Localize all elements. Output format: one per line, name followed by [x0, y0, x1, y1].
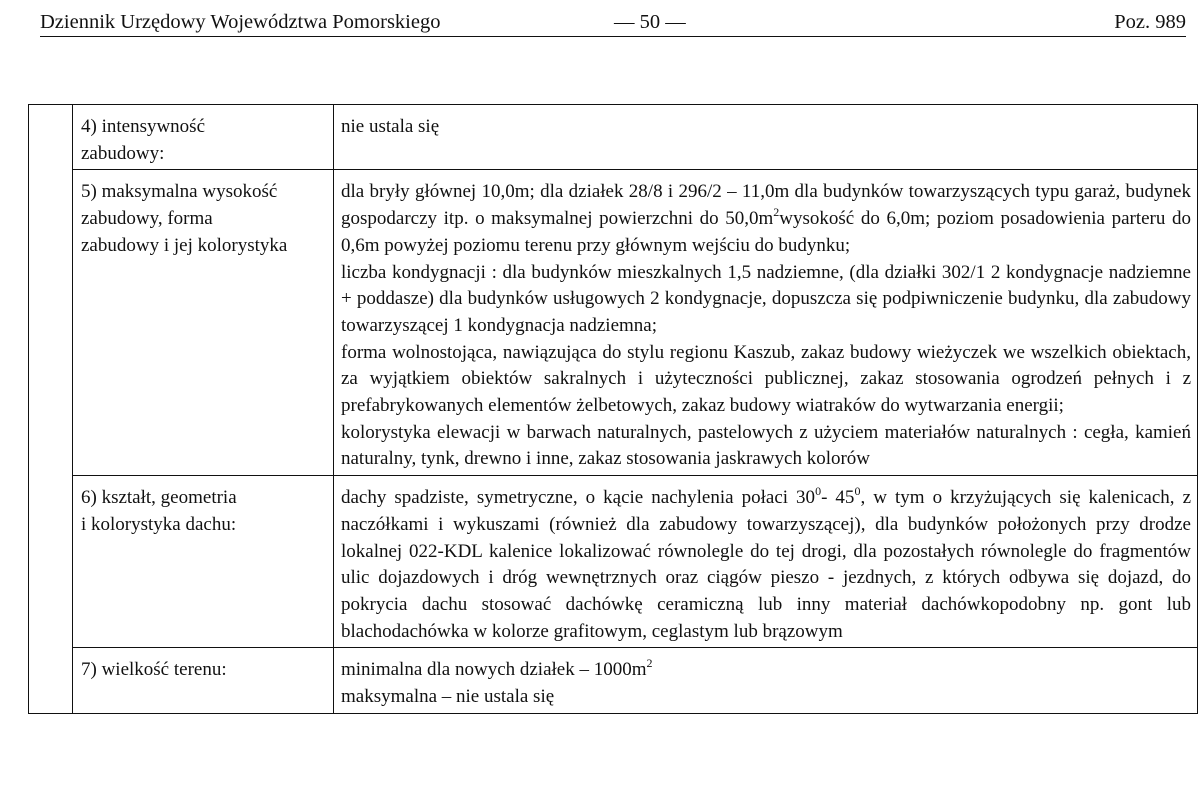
row-content — [334, 105, 1198, 170]
journal-title: Dziennik Urzędowy Województwa Pomorskiego — [40, 11, 441, 33]
table-row — [29, 105, 1198, 170]
position-number: Poz. 989 — [1114, 11, 1186, 33]
row-content — [334, 476, 1198, 648]
table-row — [29, 476, 1198, 648]
content-line: minimalna dla nowych działek – $1000m^2$ — [341, 656, 653, 681]
regulations-table — [28, 104, 1198, 714]
row-content — [334, 648, 1198, 713]
row-label: 5) maksymalna wysokość zabudowy, forma zabudowy i jej kolorystyka — [73, 170, 334, 476]
row-label: 4) intensywność zabudowy: — [73, 105, 334, 170]
row-label: 6) kształt, geometria i kolorystyka dachu: — [73, 476, 334, 648]
content-paragraph: forma wolnostojąca, nawiązująca do stylu regionu Kaszub, zakaz budowy wieżyczek we wszelkich obiektach, za wyjątkiem obiektów sakralnych i użyteczności publicznej, zakaz stosowania ogrodzeń pełnych i z prefabrykowanych elementów żelbetowych, zakaz budowy wiatraków do wytwarzania energii; — [341, 341, 1191, 417]
row-content — [334, 170, 1198, 476]
content-paragraph: nie ustala się — [341, 116, 440, 137]
regulations-table-wrapper — [28, 104, 1198, 804]
content-line: maksymalna – nie ustala się — [341, 686, 555, 708]
page-header — [40, 8, 1186, 37]
content-paragraph: kolorystyka elewacji w barwach naturalnych, pastelowych z użyciem materiałów naturalnych : cegła, kamień naturalny, tynk, drewno i inne, zakaz stosowania jaskrawych kolorów — [341, 421, 1191, 470]
content-paragraph: dachy spadziste, symetryczne, o kącie nachylenia połaci $30^0-$ $45^0$, w tym o krzyżujących się kalenicach, z naczółkami i wykuszami (również dla zabudowy towarzyszącej), dla budynków położonych przy drodze lokalnej 022-KDL kalenice lokalizować równolegle do tej drogi, dla pozostałych równolegle do fragmentów ulic dojazdowych i dróg wewnętrznych oraz ciągów pieszo - jezdnych, z których odbywa się dojazd, do pokrycia dachu stosować dachówkę ceramiczną lub inny materiał dachówkopodobny np. gont lub blachodachówka w kolorze grafitowym, ceglastym lub brązowym — [341, 484, 1191, 642]
page-number: — 50 — — [614, 11, 686, 33]
content-paragraph: dla bryły głównej 10,0m; dla działek 28/8 i 296/2 – 11,0m dla budynków towarzyszących typu garaż, budynek gospodarczy itp. o maksymalnej powierzchni do $50,0m^2wysokość$ do 6,0m; poziom posadowienia parteru do 0,6m powyżej poziomu terenu przy głównym wejściu do budynku; — [341, 181, 1191, 256]
table-row — [29, 170, 1198, 476]
row-label: 7) wielkość terenu: — [73, 648, 334, 713]
table-row — [29, 648, 1198, 713]
content-paragraph: liczba kondygnacji : dla budynków mieszkalnych 1,5 nadziemne, (dla działki 302/1 2 kondygnacje nadziemne + poddasze) dla budynków usługowych 2 kondygnacje, dopuszcza się podpiwniczenie budynku, dla zabudowy towarzyszącej 1 kondygnacja nadziemna; — [341, 261, 1191, 336]
index-column — [29, 105, 73, 714]
